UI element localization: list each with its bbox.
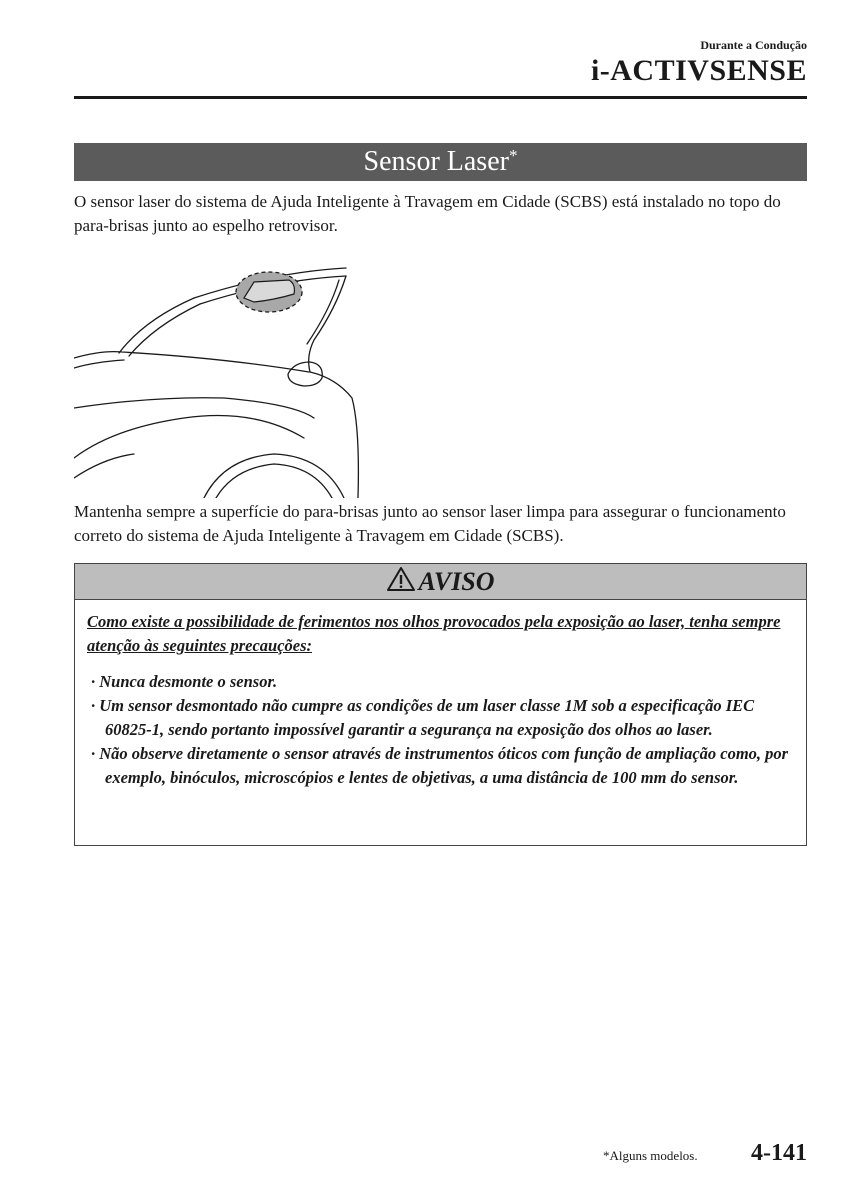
warning-body [75,600,806,790]
warning-box [74,563,807,846]
warning-item: · Não observe diretamente o sensor através de instrumentos óticos com função de ampliação como, por exemplo, binóculos, microscópios e lentes de objetivas, a uma distância de 100 mm do sensor. [91,744,789,787]
windshield-sensor-illustration [74,258,364,498]
warning-list [87,670,794,790]
warning-heading: AVISO [418,567,495,596]
page-number: 4-141 [751,1140,807,1166]
title-footnote-marker: * [508,146,518,165]
page-title: Sensor Laser [363,146,509,177]
warning-triangle-icon [386,566,416,601]
chapter-title: i-ACTIVSENSE [590,54,807,87]
warning-item: · Nunca desmonte o sensor. [91,672,278,691]
header-rule [74,96,807,99]
footnote: *Alguns modelos. [603,1148,698,1163]
intro-paragraph: O sensor laser do sistema de Ajuda Inteligente à Travagem em Cidade (SCBS) está instalado no topo do para-brisas junto ao espelho retrovisor. [74,192,781,235]
maintenance-paragraph: Mantenha sempre a superfície do para-brisas junto ao sensor laser limpa para assegurar o funcionamento correto do sistema de Ajuda Inteligente à Travagem em Cidade (SCBS). [74,502,786,545]
page-title-bar [74,143,807,181]
section-label: Durante a Condução [700,38,807,52]
warning-header [75,564,806,600]
warning-intro: Como existe a possibilidade de ferimentos nos olhos provocados pela exposição ao laser, tenha sempre atenção às seguintes precauções: [87,612,781,655]
warning-item: · Um sensor desmontado não cumpre as condições de um laser classe 1M sob a especificação IEC 60825-1, sendo portanto impossível garantir a segurança na exposição dos olhos ao laser. [91,696,755,739]
